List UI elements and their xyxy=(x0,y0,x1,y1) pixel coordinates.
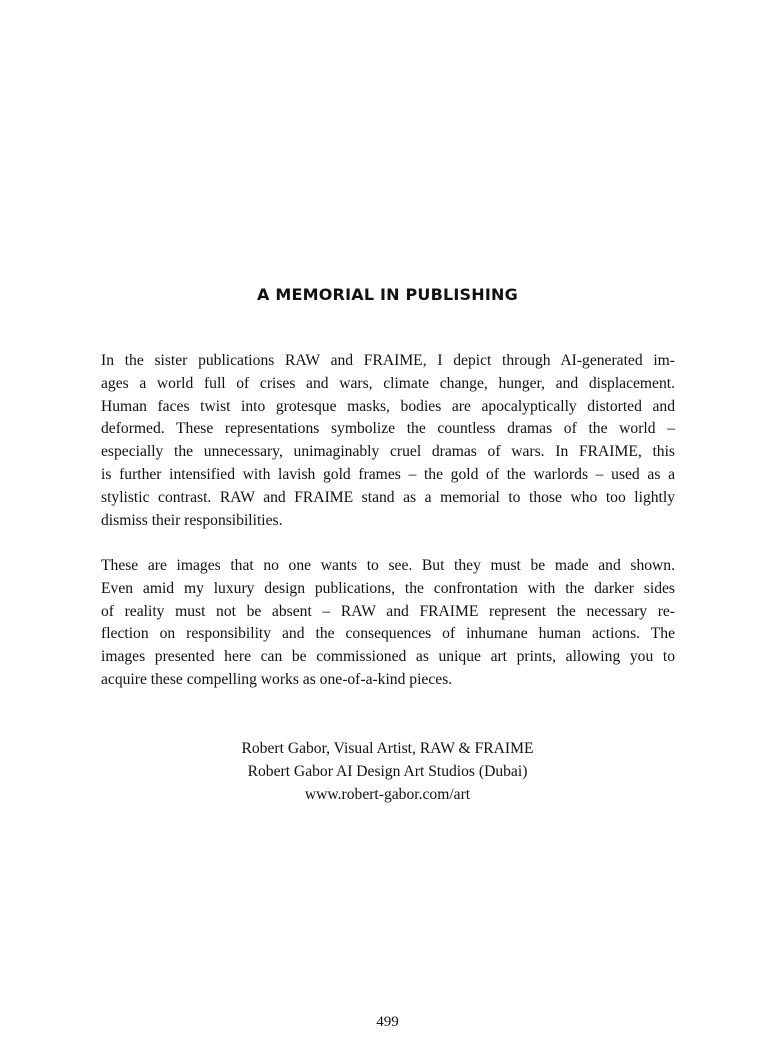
paragraph-2-line: flection on responsibility and the consequences of inhumane human actions. The xyxy=(101,625,675,643)
paragraph-1-line: ages a world full of crises and wars, climate change, hunger, and displacement. xyxy=(101,374,675,392)
paragraph-2-line: Even amid my luxury design publications, the confrontation with the darker sides xyxy=(101,579,675,597)
page-title: A MEMORIAL IN PUBLISHING xyxy=(257,285,518,304)
body-paragraph-1 xyxy=(101,350,675,532)
paragraph-1-line: In the sister publications RAW and FRAIME, I depict through AI-generated im- xyxy=(101,352,675,369)
paragraph-2-line: images presented here can be commissioned as unique art prints, allowing you to xyxy=(101,648,675,666)
signature-artist: Robert Gabor, Visual Artist, RAW & FRAIME xyxy=(241,740,534,757)
paragraph-1-line: Human faces twist into grotesque masks, bodies are apocalyptically distorted and xyxy=(101,397,675,415)
paragraph-1-line: stylistic contrast. RAW and FRAIME stand as a memorial to those who too lightly xyxy=(101,488,675,506)
body-paragraph-2 xyxy=(101,555,675,692)
paragraph-1-line: is further intensified with lavish gold frames – the gold of the warlords – used as a xyxy=(101,465,675,483)
paragraph-1-line: especially the unnecessary, unimaginably cruel dramas of wars. In FRAIME, this xyxy=(101,443,675,461)
signature-studio: Robert Gabor AI Design Art Studios (Dubai) xyxy=(247,763,528,780)
paragraph-1-line: deformed. These representations symbolize the countless dramas of the world – xyxy=(101,420,675,438)
paragraph-1-line: dismiss their responsibilities. xyxy=(101,511,283,529)
page-number: 499 xyxy=(376,1014,399,1030)
paragraph-2-line: These are images that no one wants to see. But they must be made and shown. xyxy=(101,557,675,574)
paragraph-2-line: acquire these compelling works as one-of-a-kind pieces. xyxy=(101,670,453,688)
signature-block xyxy=(0,737,775,806)
signature-website: www.robert-gabor.com/art xyxy=(304,786,471,803)
paragraph-2-line: of reality must not be absent – RAW and FRAIME represent the necessary re- xyxy=(101,602,675,620)
